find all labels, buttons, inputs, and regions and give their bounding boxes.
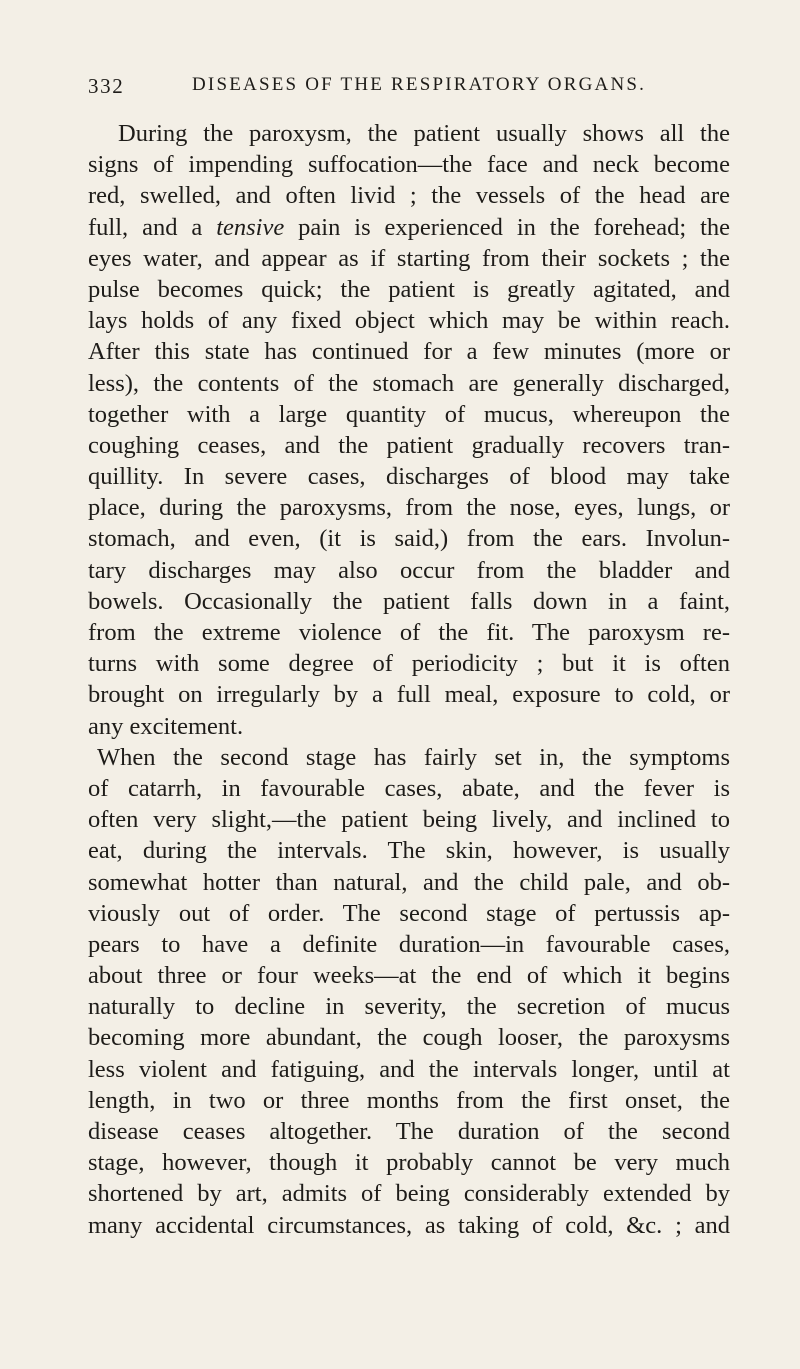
- text-line: quillity. In severe cases, discharges of blood may take: [88, 463, 730, 491]
- text-line: less violent and fatiguing, and the intervals longer, until at: [88, 1055, 730, 1083]
- text-line: lays holds of any fixed object which may be within reach.: [88, 307, 730, 335]
- text-line: bowels. Occasionally the patient falls down in a faint,: [88, 587, 730, 615]
- text-line: viously out of order. The second stage of pertussis ap-: [88, 899, 730, 927]
- text-line: pears to have a definite duration—in favourable cases,: [88, 930, 730, 958]
- text-line: brought on irregularly by a full meal, exposure to cold, or: [88, 681, 730, 709]
- running-head: [88, 74, 748, 104]
- text-line: less), the contents of the stomach are generally discharged,: [88, 369, 730, 397]
- text-line: from the extreme violence of the fit. The paroxysm re-: [88, 619, 730, 646]
- text-line: about three or four weeks—at the end of which it begins: [88, 962, 730, 990]
- text-line: During the paroxysm, the patient usually shows all the: [118, 120, 730, 147]
- text-line: disease ceases altogether. The duration of the second: [88, 1118, 730, 1145]
- text-line: naturally to decline in severity, the secretion of mucus: [88, 993, 730, 1021]
- text-line: pulse becomes quick; the patient is greatly agitated, and: [88, 275, 730, 303]
- text-line: shortened by art, admits of being considerably extended by: [88, 1180, 730, 1208]
- text-line: length, in two or three months from the first onset, the: [88, 1086, 730, 1114]
- italic-word: tensive: [216, 213, 285, 241]
- text-line: any excitement.: [88, 712, 244, 740]
- text-line: [88, 212, 730, 243]
- text-line: eyes water, and appear as if starting from their sockets ; the: [88, 244, 730, 272]
- text-line: together with a large quantity of mucus, whereupon the: [88, 400, 730, 428]
- text-line: place, during the paroxysms, from the nose, eyes, lungs, or: [88, 494, 730, 522]
- text-line: becoming more abundant, the cough looser, the paroxysms: [88, 1024, 730, 1052]
- text-line: many accidental circumstances, as taking of cold, &c. ; and: [88, 1211, 730, 1239]
- text-line: stomach, and even, (it is said,) from the ears. Involun-: [88, 525, 730, 553]
- text-segment: full, and a: [88, 213, 203, 241]
- text-line: stage, however, though it probably cannot be very much: [88, 1149, 730, 1177]
- text-line: When the second stage has fairly set in, the symptoms: [97, 743, 730, 771]
- body-text: [88, 118, 730, 1241]
- text-segment: pain is experienced in the forehead; the: [298, 213, 731, 241]
- text-line: tary discharges may also occur from the bladder and: [88, 556, 730, 584]
- text-line: eat, during the intervals. The skin, however, is usually: [88, 837, 730, 865]
- text-line: After this state has continued for a few minutes (more or: [88, 338, 730, 366]
- text-line: often very slight,—the patient being lively, and inclined to: [88, 806, 730, 834]
- text-line: somewhat hotter than natural, and the child pale, and ob-: [88, 868, 730, 896]
- text-line: coughing ceases, and the patient gradually recovers tran-: [88, 431, 730, 459]
- text-line: signs of impending suffocation—the face and neck become: [88, 151, 730, 179]
- running-title: DISEASES OF THE RESPIRATORY ORGANS.: [192, 74, 647, 95]
- text-line: turns with some degree of periodicity ; but it is often: [88, 650, 730, 678]
- page-number: 332: [88, 74, 125, 98]
- text-line: of catarrh, in favourable cases, abate, and the fever is: [88, 774, 730, 802]
- text-line: red, swelled, and often livid ; the vessels of the head are: [88, 182, 730, 210]
